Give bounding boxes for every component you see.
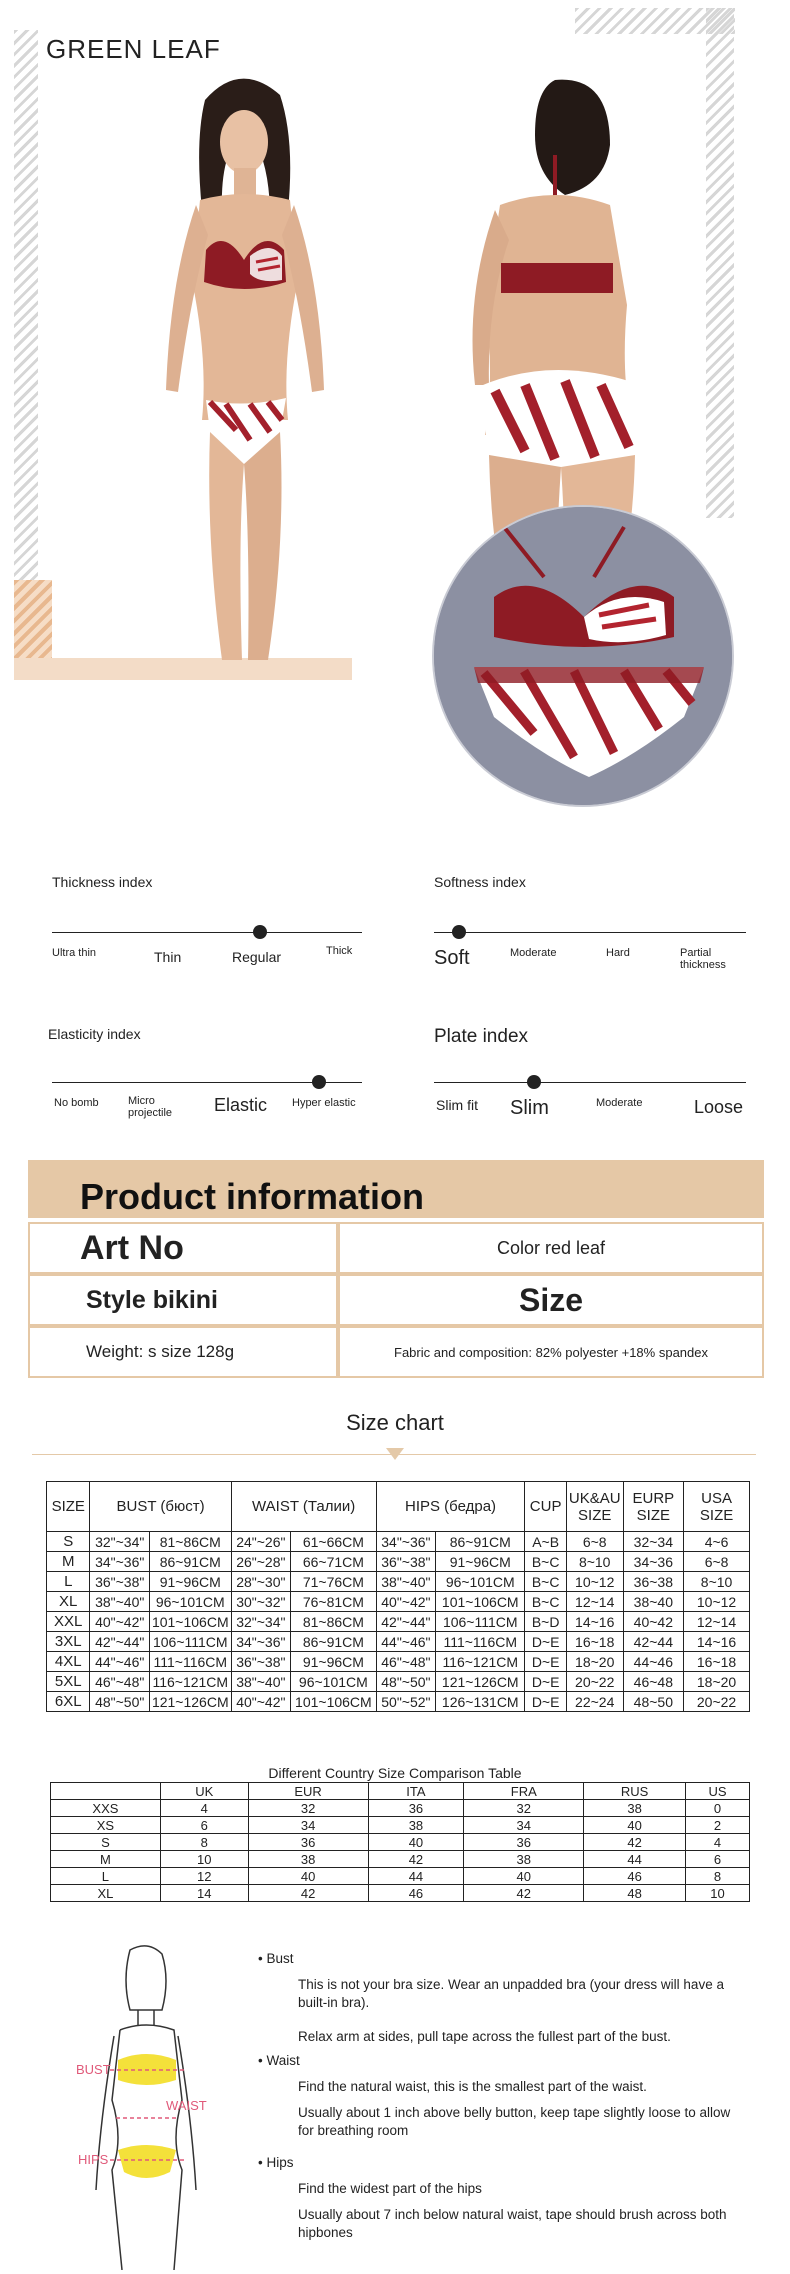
size-chart-cell: 76~81CM — [291, 1592, 377, 1612]
size-chart-size-cell: S — [47, 1532, 90, 1552]
country-chart-cell: 44 — [368, 1868, 464, 1885]
size-chart-cell: 32"~34" — [231, 1612, 290, 1632]
size-chart-row — [47, 1612, 750, 1632]
size-chart-cell: 8~10 — [566, 1552, 623, 1572]
plate-index-marker — [527, 1075, 541, 1089]
country-chart-cell: 38 — [464, 1851, 584, 1868]
header-waist: WAIST (Талии) — [231, 1482, 376, 1532]
country-chart-cell: 10 — [686, 1885, 750, 1902]
guide-text-hips: Usually about 7 inch below natural waist, tape should brush across both hipbones — [298, 2207, 727, 2240]
country-chart-cell: XS — [51, 1817, 161, 1834]
country-chart-cell: 38 — [368, 1817, 464, 1834]
country-chart-cell: 40 — [464, 1868, 584, 1885]
size-chart-cell: 46~48 — [623, 1672, 684, 1692]
softness-index-scale — [434, 932, 746, 933]
size-chart-cell: 20~22 — [684, 1692, 750, 1712]
country-chart-header-cell — [51, 1783, 161, 1800]
country-chart-cell: 10 — [160, 1851, 248, 1868]
size-chart-cell: 121~126CM — [436, 1672, 525, 1692]
size-chart-size-cell: XL — [47, 1592, 90, 1612]
size-chart-cell: 111~116CM — [149, 1652, 231, 1672]
thickness-index-scale — [52, 932, 362, 933]
country-chart-row — [51, 1800, 750, 1817]
country-chart-row — [51, 1834, 750, 1851]
size-chart-title: Size chart — [346, 1410, 444, 1435]
country-chart-cell: 36 — [464, 1834, 584, 1851]
art-no-label: Art No — [80, 1228, 184, 1267]
size-chart-cell: 91~96CM — [149, 1572, 231, 1592]
guide-text-bust: Relax arm at sides, pull tape across the fullest part of the bust. — [298, 2029, 671, 2044]
thickness-label: Regular — [232, 949, 282, 965]
size-chart-cell: 36"~38" — [90, 1572, 149, 1592]
size-chart-size-cell: 6XL — [47, 1692, 90, 1712]
thickness-label: Thin — [154, 949, 182, 965]
size-chart-header-row — [47, 1482, 750, 1532]
thickness-index-title: Thickness index — [52, 874, 153, 890]
size-label: Size — [518, 1281, 584, 1318]
size-chart-cell: 36"~38" — [376, 1552, 435, 1572]
country-chart-header-cell: ITA — [368, 1783, 464, 1800]
country-chart-row — [51, 1817, 750, 1834]
country-chart-header-cell: US — [686, 1783, 750, 1800]
figure-label-waist: WAIST — [166, 2098, 207, 2113]
country-chart-cell: 8 — [686, 1868, 750, 1885]
size-chart-cell: 18~20 — [566, 1652, 623, 1672]
size-chart-cell: 48"~50" — [376, 1672, 435, 1692]
country-chart-cell: 8 — [160, 1834, 248, 1851]
guide-heading-waist: • Waist — [258, 2053, 300, 2068]
figure-label-bust: BUST — [76, 2062, 111, 2077]
size-chart-cell: 40"~42" — [376, 1592, 435, 1612]
size-chart-size-cell: XXL — [47, 1612, 90, 1632]
color-value: Color red leaf — [496, 1237, 606, 1258]
size-chart-cell: 44"~46" — [376, 1632, 435, 1652]
size-chart-cell: 10~12 — [684, 1592, 750, 1612]
softness-label: Hard — [606, 947, 630, 959]
size-chart-cell: 101~106CM — [291, 1692, 377, 1712]
size-chart-cell: 126~131CM — [436, 1692, 525, 1712]
country-size-table — [50, 1782, 750, 1902]
size-chart-cell: 38"~40" — [231, 1672, 290, 1692]
size-chart-cell: 34"~36" — [376, 1532, 435, 1552]
size-chart-cell: 42~44 — [623, 1632, 684, 1652]
size-chart-cell: 26"~28" — [231, 1552, 290, 1572]
size-chart-cell: 28"~30" — [231, 1572, 290, 1592]
size-chart-cell: 14~16 — [566, 1612, 623, 1632]
size-chart-cell: 10~12 — [566, 1572, 623, 1592]
country-chart-cell: 44 — [584, 1851, 686, 1868]
product-info-cell — [28, 1222, 338, 1274]
size-chart-size-cell: 4XL — [47, 1652, 90, 1672]
thickness-label: Ultra thin — [52, 947, 97, 959]
size-chart-cell: 12~14 — [566, 1592, 623, 1612]
elasticity-index-title: Elasticity index — [48, 1026, 141, 1042]
guide-text-waist: Usually about 1 inch above belly button, keep tape slightly loose to allow for breathing room — [298, 2105, 731, 2138]
plate-index-scale — [434, 1082, 746, 1083]
size-chart-cell: 38"~40" — [376, 1572, 435, 1592]
decorative-hatch — [575, 8, 735, 34]
size-chart-cell: 34"~36" — [90, 1552, 149, 1572]
country-chart-row — [51, 1885, 750, 1902]
size-chart-cell: 86~91CM — [149, 1552, 231, 1572]
size-chart-cell: 6~8 — [566, 1532, 623, 1552]
country-chart-header-row — [51, 1783, 750, 1800]
size-chart-cell: 32"~34" — [90, 1532, 149, 1552]
size-chart-cell: B~C — [525, 1592, 567, 1612]
country-chart-row — [51, 1851, 750, 1868]
elasticity-index-marker — [312, 1075, 326, 1089]
softness-label: Partial thickness — [680, 947, 726, 971]
size-chart-cell: B~C — [525, 1552, 567, 1572]
product-info-cell — [338, 1326, 764, 1378]
size-chart-cell: 40"~42" — [90, 1612, 149, 1632]
size-chart-cell: 14~16 — [684, 1632, 750, 1652]
size-chart-cell: D~E — [525, 1632, 567, 1652]
size-chart-cell: 38"~40" — [90, 1592, 149, 1612]
plate-label: Moderate — [596, 1097, 643, 1109]
size-chart-cell: 18~20 — [684, 1672, 750, 1692]
size-chart-cell: 96~101CM — [291, 1672, 377, 1692]
country-chart-cell: 40 — [368, 1834, 464, 1851]
country-chart-cell: 32 — [464, 1800, 584, 1817]
country-chart-cell: XL — [51, 1885, 161, 1902]
thickness-index-marker — [253, 925, 267, 939]
country-chart-cell: 36 — [248, 1834, 368, 1851]
size-chart-table — [46, 1481, 750, 1712]
size-chart-cell: 71~76CM — [291, 1572, 377, 1592]
country-chart-cell: 42 — [464, 1885, 584, 1902]
header-usa: USA SIZE — [684, 1482, 750, 1532]
figure-label-hips: HIPS — [78, 2152, 109, 2167]
size-chart-cell: 81~86CM — [149, 1532, 231, 1552]
country-chart-cell: 40 — [584, 1817, 686, 1834]
elasticity-label: Micro projectile — [128, 1095, 173, 1119]
country-chart-header-cell: EUR — [248, 1783, 368, 1800]
product-info-title: Product information — [80, 1176, 424, 1217]
size-chart-cell: 30"~32" — [231, 1592, 290, 1612]
size-chart-row — [47, 1632, 750, 1652]
size-chart-cell: 91~96CM — [291, 1652, 377, 1672]
country-chart-title: Different Country Size Comparison Table — [268, 1765, 522, 1781]
model-front-image — [110, 60, 380, 660]
size-chart-size-cell: 5XL — [47, 1672, 90, 1692]
header-hips: HIPS (бедра) — [376, 1482, 525, 1532]
size-chart-cell: D~E — [525, 1672, 567, 1692]
plate-label: Slim — [510, 1097, 549, 1119]
size-chart-size-cell: 3XL — [47, 1632, 90, 1652]
size-chart-cell: 91~96CM — [436, 1552, 525, 1572]
size-chart-cell: 46"~48" — [376, 1652, 435, 1672]
hero-banner — [0, 0, 790, 830]
header-bust: BUST (бюст) — [90, 1482, 231, 1532]
country-chart-cell: 36 — [368, 1800, 464, 1817]
elasticity-label: Hyper elastic — [292, 1097, 356, 1109]
country-chart-cell: 42 — [248, 1885, 368, 1902]
size-chart-row — [47, 1532, 750, 1552]
size-chart-cell: 20~22 — [566, 1672, 623, 1692]
size-chart-row — [47, 1552, 750, 1572]
product-info-cell — [28, 1274, 338, 1326]
decorative-bar — [14, 658, 352, 680]
size-chart-cell: 24"~26" — [231, 1532, 290, 1552]
country-chart-cell: 40 — [248, 1868, 368, 1885]
country-chart-cell: 38 — [248, 1851, 368, 1868]
size-chart-cell: 96~101CM — [436, 1572, 525, 1592]
country-chart-header-cell: UK — [160, 1783, 248, 1800]
size-chart-row — [47, 1592, 750, 1612]
size-chart-cell: 111~116CM — [436, 1632, 525, 1652]
size-chart-cell: 96~101CM — [149, 1592, 231, 1612]
size-chart-cell: 48~50 — [623, 1692, 684, 1712]
size-chart-cell: 12~14 — [684, 1612, 750, 1632]
product-info-cell — [28, 1326, 338, 1378]
country-chart-header-cell: FRA — [464, 1783, 584, 1800]
country-chart-cell: 2 — [686, 1817, 750, 1834]
country-chart-cell: 42 — [584, 1834, 686, 1851]
size-chart-cell: 46"~48" — [90, 1672, 149, 1692]
elasticity-label: Elastic — [214, 1095, 268, 1115]
header-ukau: UK&AU SIZE — [566, 1482, 623, 1532]
size-chart-row — [47, 1672, 750, 1692]
country-chart-cell: 4 — [160, 1800, 248, 1817]
size-chart-cell: A~B — [525, 1532, 567, 1552]
brand-name: GREEN LEAF — [46, 34, 221, 64]
plate-label: Slim fit — [436, 1097, 478, 1113]
size-chart-cell: 61~66CM — [291, 1532, 377, 1552]
size-chart-cell: 22~24 — [566, 1692, 623, 1712]
softness-label: Moderate — [510, 947, 557, 959]
plate-label: Loose — [694, 1097, 744, 1117]
country-chart-cell: 32 — [248, 1800, 368, 1817]
style-value: Style bikini — [86, 1285, 218, 1314]
size-chart-cell: 40~42 — [623, 1612, 684, 1632]
guide-heading-bust: • Bust — [258, 1951, 294, 1966]
size-chart-cell: 86~91CM — [291, 1632, 377, 1652]
size-chart-cell: 116~121CM — [149, 1672, 231, 1692]
size-chart-cell: 34~36 — [623, 1552, 684, 1572]
size-chart-cell: 36~38 — [623, 1572, 684, 1592]
size-chart-cell: 86~91CM — [436, 1532, 525, 1552]
size-chart-cell: 106~111CM — [436, 1612, 525, 1632]
size-chart-cell: 101~106CM — [436, 1592, 525, 1612]
guide-heading-hips: • Hips — [258, 2155, 294, 2170]
size-chart-row — [47, 1692, 750, 1712]
softness-index-marker — [452, 925, 466, 939]
size-chart-cell: 42"~44" — [90, 1632, 149, 1652]
size-chart-size-cell: M — [47, 1552, 90, 1572]
size-chart-cell: 6~8 — [684, 1552, 750, 1572]
size-chart-cell: D~E — [525, 1692, 567, 1712]
country-chart-cell: 38 — [584, 1800, 686, 1817]
country-chart-row — [51, 1868, 750, 1885]
size-chart-row — [47, 1572, 750, 1592]
size-chart-cell: 101~106CM — [149, 1612, 231, 1632]
country-chart-cell: XXS — [51, 1800, 161, 1817]
elasticity-label: No bomb — [54, 1097, 99, 1109]
country-chart-cell: 34 — [464, 1817, 584, 1834]
size-chart-cell: 66~71CM — [291, 1552, 377, 1572]
header-eurp: EURP SIZE — [623, 1482, 684, 1532]
size-chart-cell: 40"~42" — [231, 1692, 290, 1712]
country-chart-cell: 12 — [160, 1868, 248, 1885]
country-chart-cell: 6 — [160, 1817, 248, 1834]
country-chart-cell: 46 — [584, 1868, 686, 1885]
size-chart-cell: 32~34 — [623, 1532, 684, 1552]
size-chart-cell: 81~86CM — [291, 1612, 377, 1632]
product-flatlay-image — [432, 505, 734, 807]
header-cup: CUP — [525, 1482, 567, 1532]
size-chart-cell: 121~126CM — [149, 1692, 231, 1712]
size-chart-cell: 16~18 — [684, 1652, 750, 1672]
product-info-cell — [338, 1274, 764, 1326]
size-chart-size-cell: L — [47, 1572, 90, 1592]
size-chart-row — [47, 1652, 750, 1672]
country-chart-header-cell: RUS — [584, 1783, 686, 1800]
size-chart-cell: 8~10 — [684, 1572, 750, 1592]
size-chart-cell: B~D — [525, 1612, 567, 1632]
plate-index-title: Plate index — [434, 1026, 529, 1047]
size-chart-cell: 116~121CM — [436, 1652, 525, 1672]
country-chart-cell: L — [51, 1868, 161, 1885]
guide-text-hips: Find the widest part of the hips — [298, 2181, 482, 2196]
guide-text-waist: Find the natural waist, this is the smallest part of the waist. — [298, 2079, 647, 2094]
size-chart-cell: 44"~46" — [90, 1652, 149, 1672]
product-info-cell — [338, 1222, 764, 1274]
country-chart-cell: 34 — [248, 1817, 368, 1834]
size-chart-cell: 4~6 — [684, 1532, 750, 1552]
fabric-value: Fabric and composition: 82% polyester +18% spandex — [394, 1344, 708, 1360]
size-chart-cell: 106~111CM — [149, 1632, 231, 1652]
decorative-hatch — [706, 8, 734, 518]
country-chart-cell: 14 — [160, 1885, 248, 1902]
weight-value: Weight: s size 128g — [86, 1342, 235, 1361]
country-chart-cell: 42 — [368, 1851, 464, 1868]
size-chart-cell: 36"~38" — [231, 1652, 290, 1672]
thickness-label: Thick — [326, 945, 353, 957]
header-size: SIZE — [47, 1482, 90, 1532]
size-chart-cell: 44~46 — [623, 1652, 684, 1672]
size-chart-cell: D~E — [525, 1652, 567, 1672]
size-chart-cell: 42"~44" — [376, 1612, 435, 1632]
country-chart-cell: M — [51, 1851, 161, 1868]
size-chart-cell: B~C — [525, 1572, 567, 1592]
country-chart-cell: 48 — [584, 1885, 686, 1902]
country-chart-cell: 6 — [686, 1851, 750, 1868]
guide-text-bust: This is not your bra size. Wear an unpadded bra (your dress will have a built-in bra). — [298, 1977, 724, 2010]
size-chart-cell: 34"~36" — [231, 1632, 290, 1652]
country-chart-cell: 46 — [368, 1885, 464, 1902]
softness-index-title: Softness index — [434, 874, 526, 890]
size-chart-cell: 38~40 — [623, 1592, 684, 1612]
country-chart-cell: S — [51, 1834, 161, 1851]
size-chart-cell: 16~18 — [566, 1632, 623, 1652]
country-chart-cell: 0 — [686, 1800, 750, 1817]
softness-label: Soft — [434, 947, 470, 969]
size-chart-cell: 50"~52" — [376, 1692, 435, 1712]
country-chart-cell: 4 — [686, 1834, 750, 1851]
measuring-figure — [70, 1940, 215, 2270]
size-chart-cell: 48"~50" — [90, 1692, 149, 1712]
